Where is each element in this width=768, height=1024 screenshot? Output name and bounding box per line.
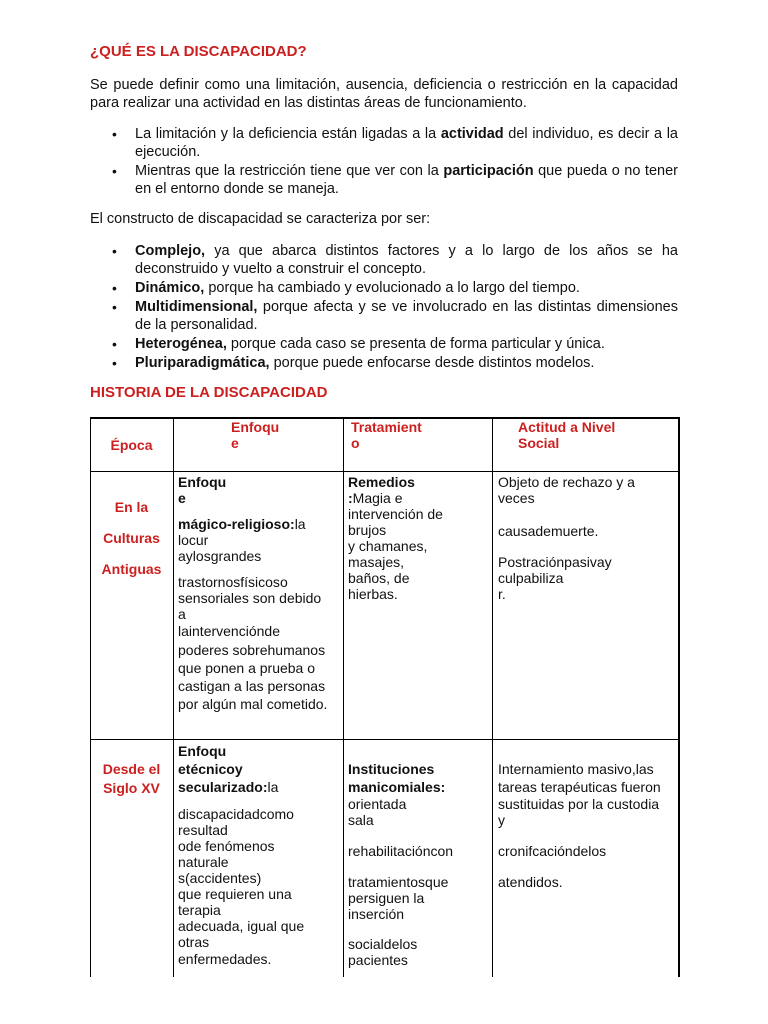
bullet-icon: • (112, 280, 117, 296)
bullet-icon: • (112, 163, 117, 179)
row2-actitud: Internamiento masivo,las tareas terapéuticas fueron sustituidas por la custodia y cronifcacióndelos atendidos. (498, 761, 661, 890)
table-col-divider-1 (173, 417, 174, 977)
header-enfoque: Enfoqu e (231, 419, 280, 451)
list-item: • Complejo, ya que abarca distintos factores y a lo largo de los años se ha deconstruido y vuelto a construir el concepto. (112, 243, 678, 277)
row2-enfoque: Enfoqu etécnicoy secularizado:la discapacidadcomo resultad ode fenómenos naturale s(accidentes) que requieren una terapia adecuada, igual que otras enfermedades. (178, 743, 305, 967)
list-item: • La limitación y la deficiencia están ligadas a la actividad del individuo, es decir a la ejecución. (112, 126, 678, 160)
heading-historia: HISTORIA DE LA DISCAPACIDAD (90, 384, 328, 401)
construct-paragraph: El constructo de discapacidad se caracteriza por ser: (90, 211, 431, 227)
bullet-icon: • (112, 355, 117, 371)
header-epoca: Época (110, 437, 153, 453)
bullet-icon: • (112, 126, 117, 142)
bullet-list-1 (90, 125, 678, 199)
table-col-divider-3 (492, 417, 493, 977)
list-item: • Multidimensional, porque afecta y se ve involucrado en las distintas dimensiones de la personalidad. (112, 299, 678, 333)
row1-epoca: En la Culturas Antiguas (101, 499, 162, 577)
table-header-divider (90, 471, 680, 472)
list-item: • Heterogénea, porque cada caso se presenta de forma particular y única. (112, 336, 605, 352)
row2-epoca: Desde el Siglo XV (102, 761, 161, 796)
bullet-icon: • (112, 243, 117, 259)
list-item: • Mientras que la restricción tiene que ver con la participación que pueda o no tener en el entorno donde se maneja. (112, 163, 678, 197)
table-row-divider (90, 739, 680, 740)
list-item: • Dinámico, porque ha cambiado y evolucionado a lo largo del tiempo. (112, 280, 580, 296)
history-table (90, 417, 680, 977)
header-actitud: Actitud a Nivel Social (518, 419, 616, 451)
heading-que-es: ¿QUÉ ES LA DISCAPACIDAD? (90, 43, 307, 60)
row1-enfoque: Enfoqu e mágico-religioso:la locur aylosgrandes trastornosfísicoso sensoriales son debido a laintervenciónde poderes sobrehumanos que ponen a prueba o castigan a las personas por algún mal cometido. (178, 474, 328, 712)
header-tratamiento: Tratamient o (351, 419, 422, 451)
bullet-icon: • (112, 336, 117, 352)
table-border-right (678, 417, 680, 977)
row1-tratamiento: Remedios :Magia e intervención de brujos y chamanes, masajes, baños, de hierbas. (348, 474, 443, 602)
bullet-icon: • (112, 299, 117, 315)
list-item: • Pluriparadigmática, porque puede enfocarse desde distintos modelos. (112, 355, 595, 371)
row2-tratamiento: Instituciones manicomiales: orientada sala rehabilitacióncon tratamientosque persiguen la inserción socialdelos pacientes (348, 761, 454, 968)
table-col-divider-2 (343, 417, 344, 977)
bullet-list-2 (90, 242, 678, 373)
row1-actitud: Objeto de rechazo y a veces causademuerte. Postraciónpasivay culpabiliza r. (498, 474, 635, 602)
intro-paragraph: Se puede definir como una limitación, ausencia, deficiencia o restricción en la capacidad para realizar una actividad en las distintas áreas de funcionamiento. (90, 77, 678, 111)
